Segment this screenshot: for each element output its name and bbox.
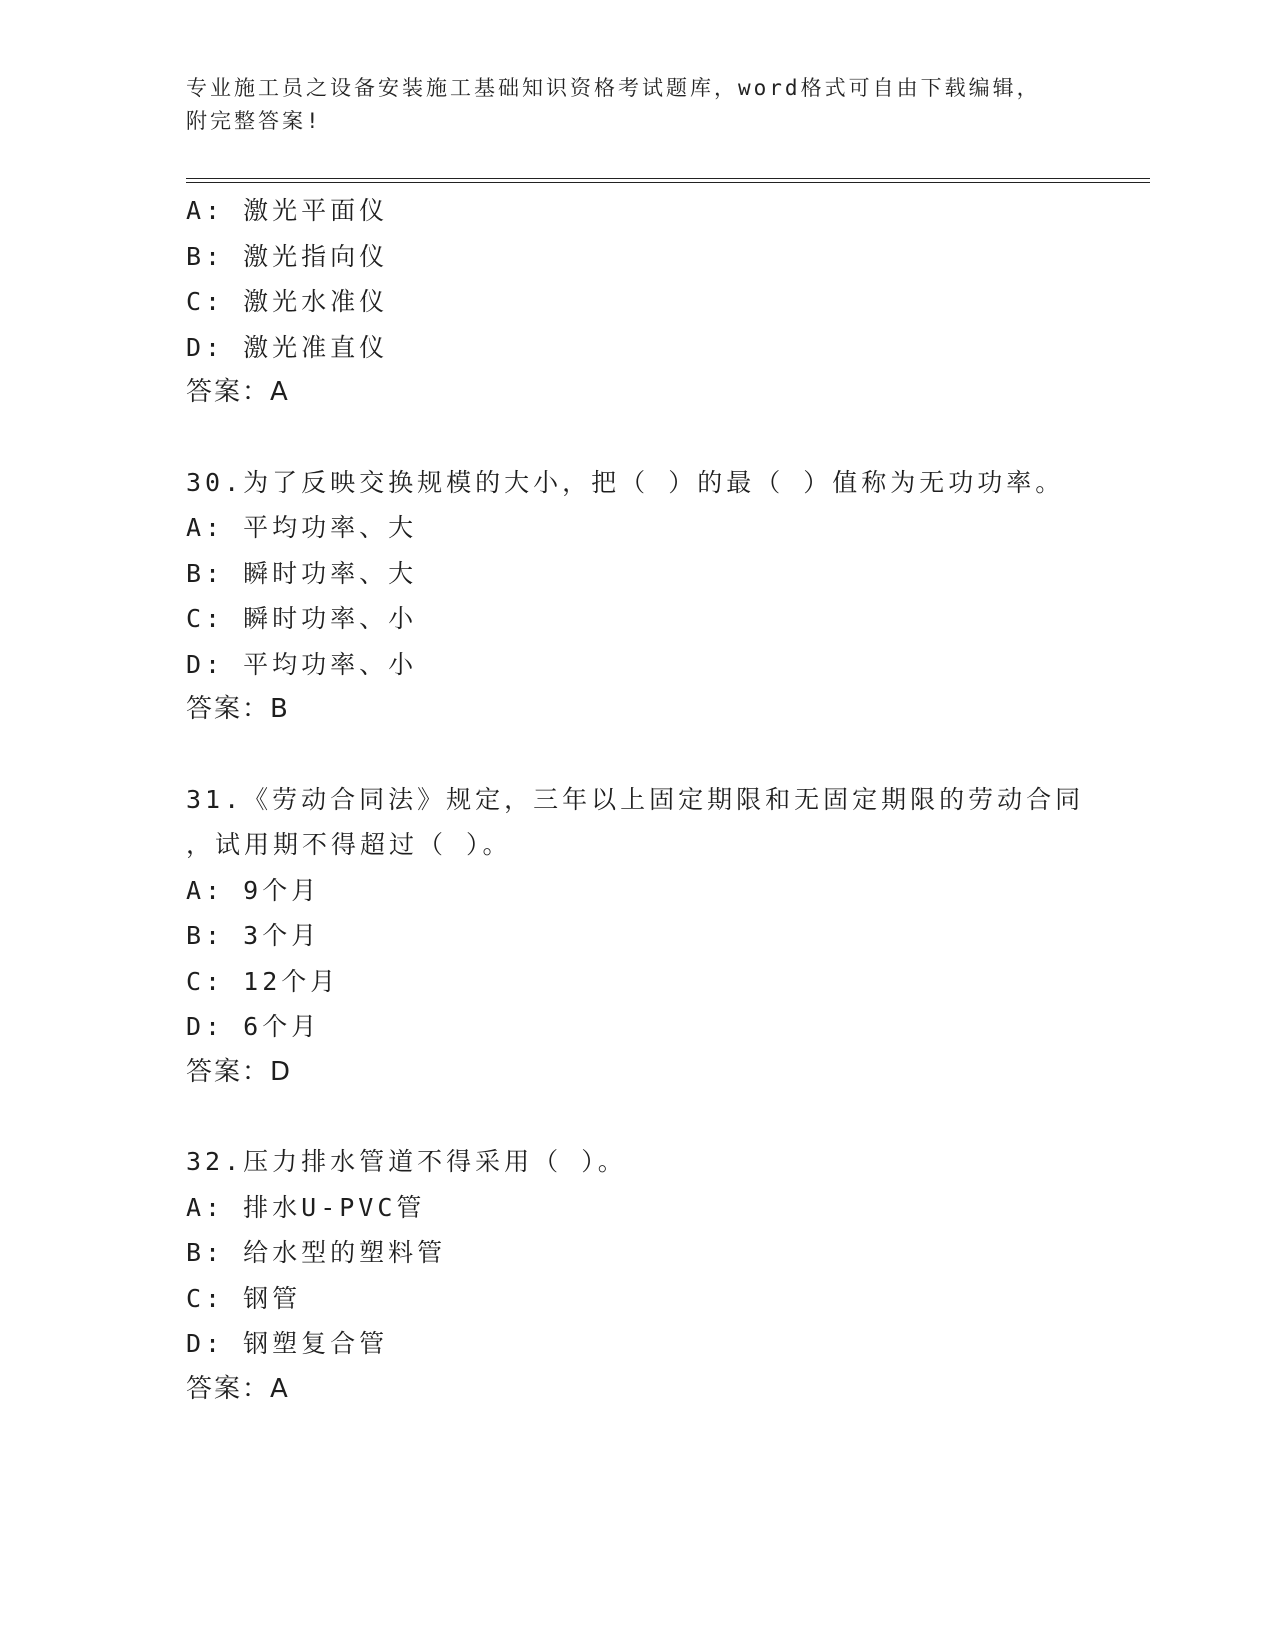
option-b: B: 激光指向仪 xyxy=(186,241,389,271)
answer-line: 答案：A xyxy=(186,377,290,407)
option-d: D: 钢塑复合管 xyxy=(186,1329,389,1358)
answer-line: 答案：A xyxy=(186,1373,290,1404)
option-a: A: 激光平面仪 xyxy=(186,196,389,225)
option-a: A: 排水U-PVC管 xyxy=(186,1192,426,1222)
header-line-2: 附完整答案! xyxy=(186,109,322,133)
option-b: B: 瞬时功率、大 xyxy=(186,558,418,588)
option-a: A: 平均功率、大 xyxy=(186,513,418,542)
question-text-line-1: 31.《劳动合同法》规定，三年以上固定期限和无固定期限的劳动合同 xyxy=(186,784,1085,814)
option-b: B: 给水型的塑料管 xyxy=(186,1238,447,1267)
option-c: C: 激光水准仪 xyxy=(186,287,389,316)
option-c: C: 12个月 xyxy=(186,966,340,996)
spacer xyxy=(186,733,1146,777)
question-text: 32.压力排水管道不得采用（ ）。 xyxy=(186,1147,627,1176)
spacer xyxy=(186,416,1146,460)
question-text: 30.为了反映交换规模的大小，把（ ）的最（ ）值称为无功功率。 xyxy=(186,467,1065,497)
answer-line: 答案：B xyxy=(186,694,290,724)
question-block-continued xyxy=(186,188,1146,416)
option-c: C: 瞬时功率、小 xyxy=(186,604,418,633)
question-block-32 xyxy=(186,1139,1146,1412)
option-c: C: 钢管 xyxy=(186,1283,302,1313)
question-text-line-2: ，试用期不得超过（ ）。 xyxy=(186,830,512,859)
option-b: B: 3个月 xyxy=(186,921,321,950)
option-d: D: 平均功率、小 xyxy=(186,649,418,679)
question-block-31 xyxy=(186,777,1146,1096)
question-list xyxy=(186,188,1146,1412)
answer-line: 答案：D xyxy=(186,1056,293,1087)
option-d: D: 激光准直仪 xyxy=(186,332,389,362)
header-line-1: 专业施工员之设备安装施工基础知识资格考试题库，word格式可自由下载编辑， xyxy=(186,76,1041,100)
spacer xyxy=(186,1095,1146,1139)
header-divider-bottom xyxy=(186,182,1150,183)
option-a: A: 9个月 xyxy=(186,875,321,905)
question-block-30 xyxy=(186,460,1146,733)
header-divider-top xyxy=(186,178,1150,179)
document-header xyxy=(186,72,1086,138)
option-d: D: 6个月 xyxy=(186,1012,321,1041)
